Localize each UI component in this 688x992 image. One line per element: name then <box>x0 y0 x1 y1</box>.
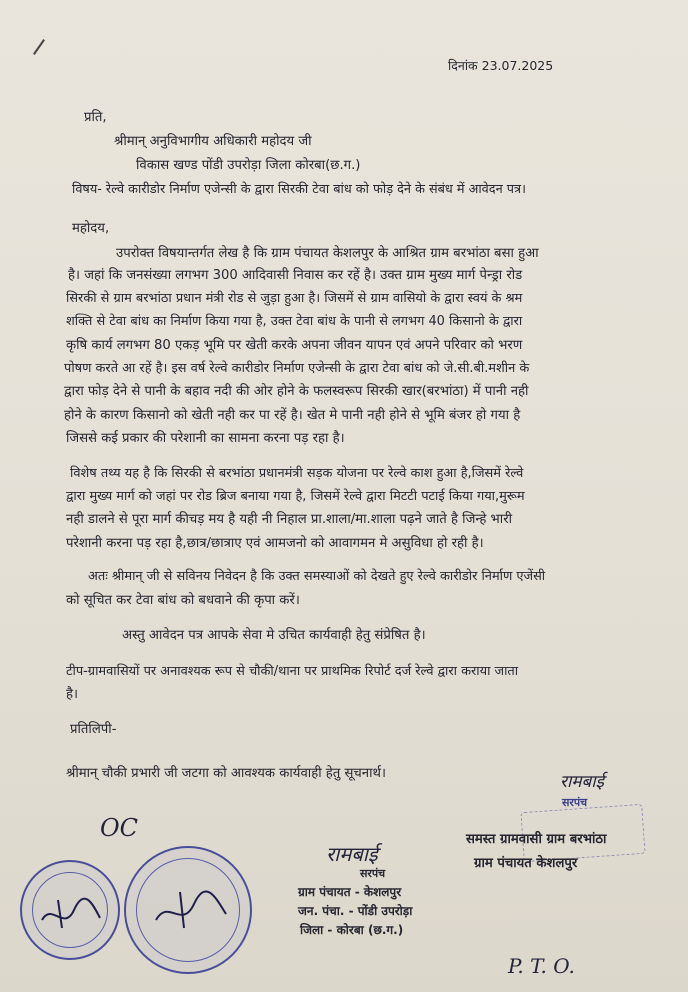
addressee-line-2: विकास खण्ड पोंडी उपरोड़ा जिला कोरबा(छ.ग.) <box>136 158 361 173</box>
addressee-prati: प्रति, <box>84 110 107 125</box>
subject-line: विषय- रेल्वे कारीडोर निर्माण एजेन्सी के द्वारा सिरकी टेवा बांध को फोड़ देने के संबंध में आवेदन पत्र। <box>72 182 526 197</box>
copy-label: प्रतिलिपी- <box>70 722 117 737</box>
stamp-center-line-2: जन. पंचा. - पोंडी उपरोड़ा <box>298 904 413 918</box>
sender-line-1: समस्त ग्रामवासी ग्राम बरभांठा <box>466 832 607 847</box>
stamp-center-title: सरपंच <box>360 867 386 880</box>
round-seal-left <box>20 860 120 960</box>
pen-mark <box>33 39 45 55</box>
signature-right: रामबाई <box>560 772 604 792</box>
letter-date: दिनांक 23.07.2025 <box>448 58 554 73</box>
para2-line-4: परेशानी करना पड़ रहा है,छात्र/छात्राए एवं आमजनो को आवागमन मे असुविधा हो रही है। <box>66 536 484 551</box>
forwarding-line: अस्तु आवेदन पत्र आपके सेवा मे उचित कार्यवाही हेतु संप्रेषित है। <box>122 628 426 643</box>
round-seal-center <box>124 846 252 974</box>
addressee-line-1: श्रीमान् अनुविभागीय अधिकारी महोदय जी <box>114 134 312 149</box>
sender-line-2: ग्राम पंचायत केशलपुर <box>474 856 578 871</box>
stamp-center-line-3: जिला - कोरबा (छ.ग.) <box>300 923 404 937</box>
stamp-right-title: सरपंच <box>562 796 588 809</box>
para3-line-2: को सूचित कर टेवा बांध को बधवाने की कृपा करें। <box>66 593 300 608</box>
para1-line-7: द्वारा फोड़ देने से पानी के बहाव नदी की ओर होने के फलस्वरूप सिरकी खार(बरभांठा) में पानी नही <box>64 384 529 399</box>
para1-line-3: सिरकी से ग्राम बरभांठा प्रधान मंत्री रोड से जुड़ा हुआ है। जिसमें से ग्राम वासियो के द्वारा स्वयं के श्रम <box>66 291 523 306</box>
stamp-center-line-1: ग्राम पंचायत - केशलपुर <box>298 885 402 899</box>
para3-line-1: अतः श्रीमान् जी से सविनय निवेदन है कि उक्त समस्याओं को देखते हुए रेल्वे कारीडोर निर्माण एजेंसी <box>88 569 546 584</box>
seal-sign-scribble-icon <box>126 848 250 972</box>
para1-line-8: होने के कारण किसानो को खेती नही कर पा रहें है। खेत मे पानी नही होने से भूमि बंजर हो गया है <box>64 408 521 423</box>
para2-line-3: नही डालने से पूरा मार्ग कीचड़ मय है यही नी निहाल प्रा.शाला/मा.शाला पढ़ने जाते है जिन्हे भारी <box>66 512 513 527</box>
pto-mark: P. T. O. <box>508 954 575 978</box>
seal-sign-scribble-icon <box>22 862 118 958</box>
salutation: महोदय, <box>72 221 110 236</box>
stamp-center-sign: रामबाई <box>326 842 378 866</box>
para1-line-5: कृषि कार्य लगभग 80 एकड़ भूमि पर खेती करके अपना जीवन यापन एवं अपने परिवार को भरण <box>66 338 523 353</box>
para1-line-6: पोषण करते आ रहें है। इस वर्ष रेल्वे कारीडोर निर्माण एजेन्सी के द्वारा टेवा बांध को जे.सी.बी.मशीन के <box>64 361 530 376</box>
copy-line: श्रीमान् चौकी प्रभारी जी जटगा को आवश्यक कार्यवाही हेतु सूचनार्थ। <box>66 766 386 781</box>
para1-line-2: है। जहां कि जनसंख्या लगभग 300 आदिवासी निवास कर रहें है। उक्त ग्राम मुख्य मार्ग पेन्ड्रा रोड <box>68 268 523 283</box>
initials-mark: OC <box>100 814 139 842</box>
para1-line-9: जिससे कई प्रकार की परेशानी का सामना करना पड़ रहा है। <box>66 431 345 446</box>
para2-line-2: द्वारा मुख्य मार्ग को जहां पर रोड ब्रिज बनाया गया है, जिसमें रेल्वे द्वारा मिटटी पटाई किया गया,मुरूम <box>66 489 525 504</box>
para2-line-1: विशेष तथ्य यह है कि सिरकी से बरभांठा प्रधानमंत्री सड़क योजना पर रेल्वे काश हुआ है,जिसमें रेल्वे <box>70 466 524 481</box>
para1-line-1: उपरोक्त विषयान्तर्गत लेख है कि ग्राम पंचायत केशलपुर के आश्रित ग्राम बरभांठा बसा हुआ <box>116 246 539 261</box>
note-line-1: टीप-ग्रामवासियों पर अनावश्यक रूप से चौकी/थाना पर प्राथमिक रिपोर्ट दर्ज रेल्वे द्वारा कराया जाता <box>66 664 519 679</box>
note-line-2: है। <box>66 687 79 702</box>
para1-line-4: शक्ति से टेवा बांध का निर्माण किया गया है, उक्त टेवा बांध के पानी से लगभग 40 किसानो के द्वारा <box>66 314 523 329</box>
